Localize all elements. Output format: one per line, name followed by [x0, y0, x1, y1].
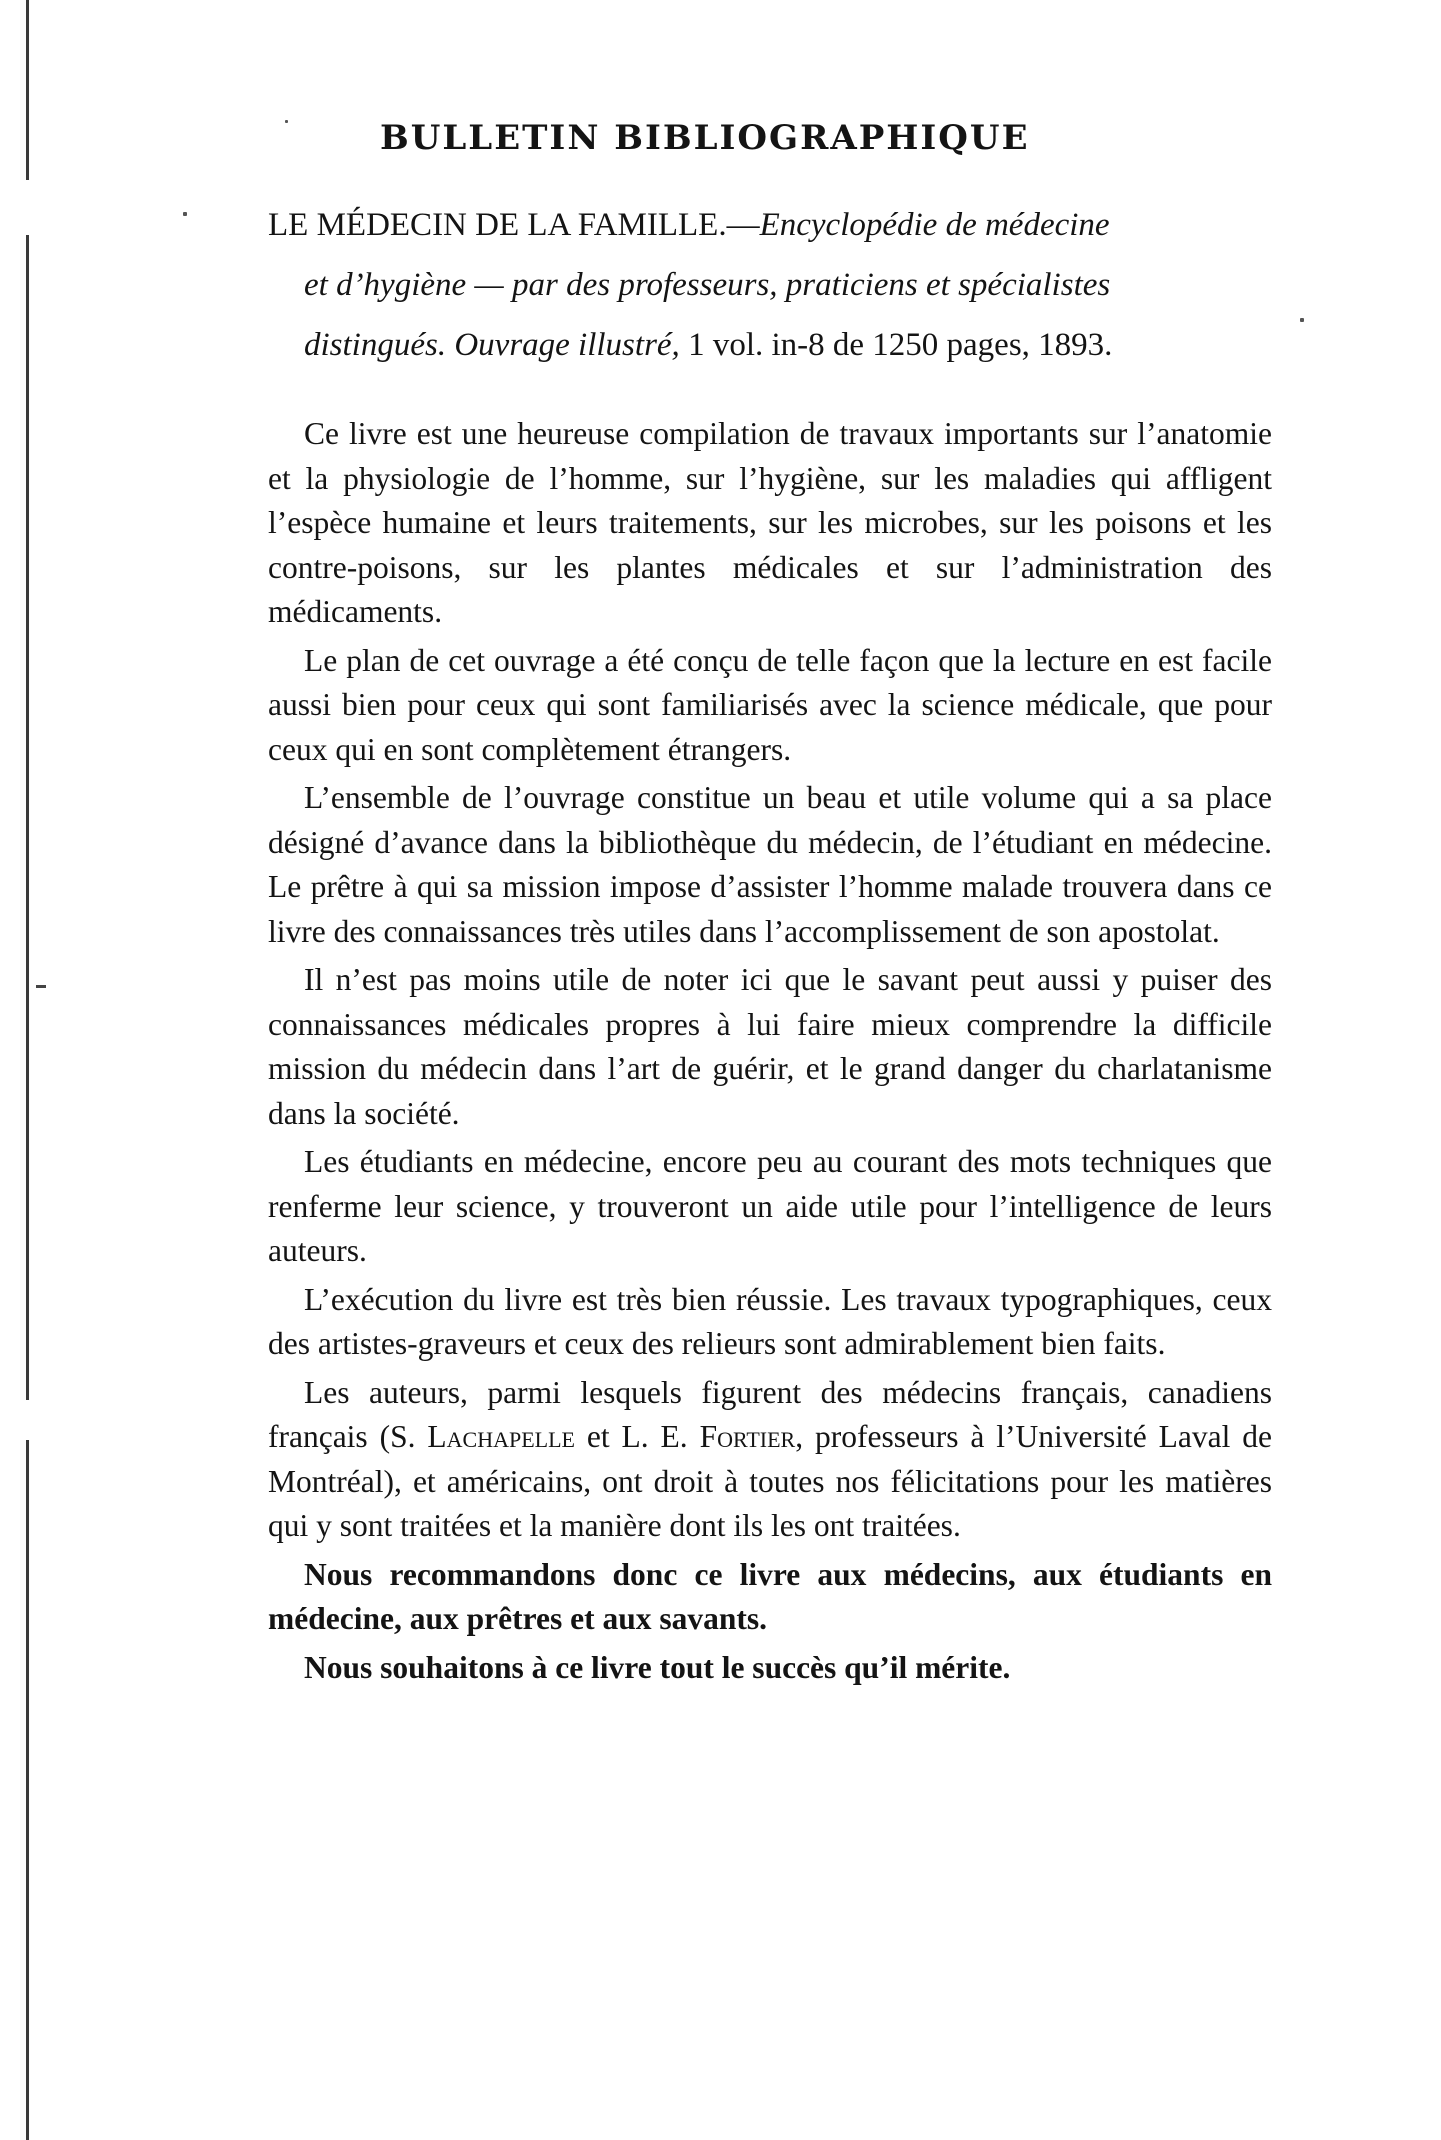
paragraph: L’exécution du livre est très bien réussie. Les travaux typographiques, ceux des artistes-graveurs et ceux des relieurs sont admirablement bien faits. — [268, 1281, 1272, 1361]
rule-gap — [24, 1400, 32, 1440]
reference-line-3-italic: distingués. Ouvrage illustré, — [304, 327, 680, 363]
margin-mark — [36, 985, 46, 988]
authors-paragraph — [268, 1371, 1272, 1553]
paragraph: Le plan de cet ouvrage a été conçu de telle façon que la lecture en est facile aussi bien pour ceux qui sont familiarisés avec la science médicale, que pour ceux qui en sont complètement étrangers. — [268, 642, 1272, 767]
paragraph: Ce livre est une heureuse compilation de travaux importants sur l’anatomie et la physiologie de l’homme, sur l’hygiène, sur les maladies qui affligent l’espèce humaine et leurs traitements, sur les microbes, sur les poisons et les contre-poisons, sur les plantes médicales et sur l’administration des médicaments. — [268, 416, 1272, 629]
paragraph: Les étudiants en médecine, encore peu au courant des mots techniques que renferme leur science, y trouveront un aide utile pour l’intelligence de leurs auteurs. — [268, 1144, 1272, 1268]
rule-gap — [24, 180, 32, 235]
author-name-fortier: Fortier — [699, 1419, 796, 1454]
authors-text-3: , professeurs à l’Université Laval de Montréal), et américains, ont droit à toutes nos félicitations pour les matières qui y sont traitées et la manière dont ils les ont traitées. — [268, 1419, 1272, 1543]
closing-wish: Nous souhaitons à ce livre tout le succès qu’il mérite. — [304, 1649, 1011, 1685]
bibliographic-reference — [268, 195, 1278, 375]
reference-line-3-plain: 1 vol. in-8 de 1250 pages, 1893. — [679, 327, 1113, 363]
paragraph: L’ensemble de l’ouvrage constitue un beau et utile volume qui a sa place désigné d’avance dans la bibliothèque du médecin, de l’étudiant en médecine. Le prêtre à qui sa mission impose d’assister l’homme malade trouvera dans ce livre des connaissances très utiles dans l’accomplissement de son apostolat. — [268, 780, 1272, 949]
authors-text-2: et L. E. — [574, 1419, 700, 1454]
authors-text-1: Les auteurs, parmi lesquels figurent des médecins français, canadiens français (S. — [268, 1374, 1272, 1454]
recommendation-paragraph: Nous recommandons donc ce livre aux médecins, aux étudiants en médecine, aux prêtres et aux savants. — [268, 1556, 1272, 1636]
scan-speck — [1300, 318, 1304, 322]
title-dash: — — [726, 207, 760, 243]
review-body — [268, 412, 1272, 1694]
section-heading: BULLETIN BIBLIOGRAPHIQUE — [380, 118, 1030, 158]
left-margin-rule — [26, 0, 29, 2140]
scan-speck — [183, 212, 187, 216]
paragraph: Il n’est pas moins utile de noter ici que le savant peut aussi y puiser des connaissances médicales propres à lui faire mieux comprendre la difficile mission du médecin dans l’art de guérir, et le grand danger du charlatanisme dans la société. — [268, 962, 1272, 1131]
book-title: LE MÉDECIN DE LA FAMILLE. — [268, 207, 727, 243]
author-name-lachapelle: Lachapelle — [427, 1419, 575, 1454]
reference-line-2: et d’hygiène — par des professeurs, praticiens et spécialistes — [304, 267, 1111, 303]
reference-line-1: Encyclopédie de médecine — [759, 207, 1110, 243]
scan-speck — [285, 120, 288, 123]
